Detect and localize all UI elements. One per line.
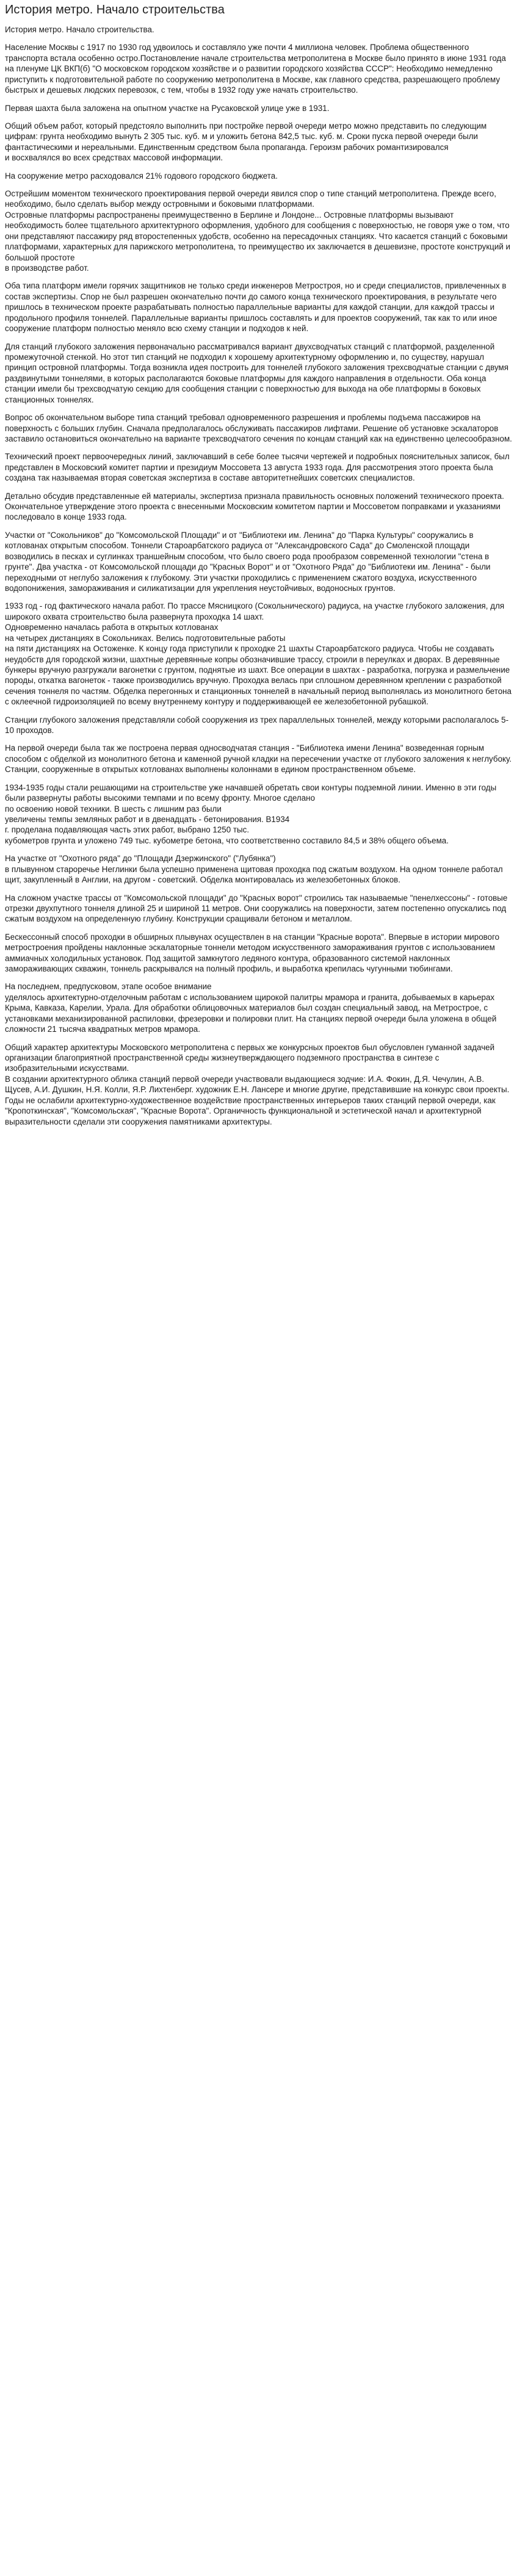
article-paragraph: Население Москвы с 1917 по 1930 год удвоилось и составляло уже почти 4 миллиона человек. Проблема общественного транспорта встала особенно остро.Постановление начале строительства метрополитена в Москве было принято в июне 1931 года на пленуме ЦК ВКП(б) "О московском городском хозяйстве и о развитии городского хозяйства СССР": Необходимо немедленно приступить к подготовительной работе по сооружению метрополитена в Москве, как главного средства, разрешающего проблему быстрых и дешевых людских перевозок, с тем, чтобы в 1932 году уже начать строительство.: [5, 43, 506, 95]
article-paragraph: Станции глубокого заложения представляли собой сооружения из трех параллельных тоннелей, между которыми располагалось 5-10 проходов.: [5, 715, 509, 735]
article-paragraph: На последнем, предпусковом, этапе особое внимание уделялось архитектурно-отделочным работам с использованием щирокой палитры мрамора и гранита, добываемых в карьерах Крыма, Кавказа, Карелии, Урала. Для обработки облицовочных материалов был создан специальный завод, на Метрострое, с установками механизированной распиловки, фрезеровки и полировки плит. На станциях первой очереди была уложена в общей сложности 21 тысяча квадратных метров мрамора.: [5, 982, 497, 1034]
article-paragraph: 1934-1935 годы стали решающими на строительстве уже начавшей обретать свои контуры подземной линии. Именно в эти годы были развернуты работы высокими темпами и по всему фронту. Многое сделано по освоению новой техники. В шесть с лишним раз были увеличены темпы земляных работ и в двенадцать - бетонирования. В1934 г. проделана подавляющая часть этих работ, выбрано 1250 тыс. кубометров грунта и уложено 749 тыс. кубометре бетона, что соответственно составило 84,5 и 38% общего объема.: [5, 782, 497, 845]
article-paragraph: 1933 год - год фактического начала работ. По трассе Мясницкого (Сокольнического) радиуса, на участке глубокого заложения, для широкого охвата строительство была развернута проходка 14 шахт. Одновременно началась работа в открытых котлованах на четырех дистанциях в Сокольниках. Велись подготовительные работы на пяти дистанциях на Остоженке. К концу года приступили к проходке 21 шахты Староарбатского радиуса. Чтобы не создавать неудобств для городской жизни, шахтные деревянные копры обозначившие трассу, строили в переулках и дворах. В деревянные бункеры вручную разгружали вагонетки с грунтом, поднятые из шахт. Все операции в шахтах - разработка, погрузка и размельчение породы, откатка вагонеток - также производились вручную. Проходка велась при сплошном деревянном креплении с разработкой сечения тоннеля по частям. Обделка перегонных и станционных тоннелей в начальный период выполнялась из монолитного бетона с оклеечной гидроизоляцией по всему внутреннему контуру и поддерживающей ее железобетонной рубашкой.: [5, 601, 512, 707]
article-paragraph: Общий характер архитектуры Московского метрополитена с первых же конкурсных проектов был обусловлен гуманной задачей организации благоприятной пространственной среды жизнеутверждающего подземного пространства в синтезе с изобразительными искусствами. В создании архитектурного облика станций первой очереди участвовали выдающиеся зодчие: И.А. Фокин, Д.Я. Чечулин, А.В. Щусев, А.И. Душкин, Н.Я. Колли, Я.Р. Лихтенберг. художник Е.Н. Лансере и многие другие, представившие на конкурс свои проекты. Годы не ослабили архитектурно-художественное воздействие пространственных интерьеров таких станций первой очереди, как "Кропоткинская", "Комсомольская", "Красные Ворота". Органичность функциональной и эстетической начал и архитектурной выразительности сделали эти сооружения памятниками архитектуры.: [5, 1042, 510, 1126]
article-paragraph: Оба типа платформ имели горячих защитников не только среди инженеров Метростроя, но и среди специалистов, привлеченных в состав экспертизы. Спор не был разрешен окончательно почти до самого конца технического проектирования, в результате чего пришлось в техническом проекте разрабатывать полностью параллельные варианты для каждой станции, для каждой трассы и продольного профиля тоннелей. Параллельные варианты пришлось составлять и для проектов сооружений, так как то или иное сооружение платформ полностью меняло всю схему станции и подходов к ней.: [5, 281, 507, 334]
article-paragraph: На первой очереди была так же построена первая односводчатая станция - "Библиотека имени Ленина" возведенная горным способом с обделкой из монолитного бетона и каменной ручной кладки на пересечении участке от глубокого заложения к неглубоку. Станции, сооруженные в открытых котлованах выполнены колоннами в едином пространственном объеме.: [5, 743, 512, 775]
article-paragraph: Детально обсудив представленные ей материалы, экспертиза признала правильность основных положений технического проекта. Окончательное утверждение этого проекта с внесенными Московским комитетом партии и Моссоветом поправками и указаниями последовало в конце 1933 года.: [5, 491, 504, 522]
article-paragraph: Бескессонный способ проходки в обширных плывунах осуществлен в на станции "Красные ворота". Впервые в истории мирового метростроения пройдены наклонные эскалаторные тоннели методом искусственного замораживания грунтов с использованием аммиачных холодильных установок. Под защитой замкнутого ледяного контура, образованного системой наклонных замораживающих скважин, тоннель раскрывался на полный профиль, и выработка крепилась чугунными тюбингами.: [5, 932, 500, 974]
article-paragraph: На сложном участке трассы от "Комсомольской площади" до "Красных ворот" строились так называемые "пенелхессоны" - готовые отрезки двухпутного тоннеля длиной 25 и шириной 11 метров. Они сооружались на поверхности, затем постепенно опускались под сжатым воздухом на определенную глубину. Конструкции сращивали бетоном и металлом.: [5, 893, 508, 924]
article-paragraph: Участки от "Сокольников" до "Комсомольской Площади" и от "Библиотеки им. Ленина" до "Парка Культуры" сооружались в котлованах открытым способом. Тоннели Староарбатского радиуса от "Александровского Сада" до Смоленской площади возводились в песках и суглинках траншейным способом, что было своего рода прообразом современной технологии "стена в грунте". Два участка - от Комсомольской площади до "Красных Ворот" и от "Охотного Ряда" до "Библиотеки им. Ленина" - были переходными от неглубо заложения к глубокому. Эти участки проходились с применением сжатого воздуха, искусственного водопонижения, замораживания и силикатизации для укрепления неустойчивых, водоносных грунтов.: [5, 530, 491, 593]
article-paragraph: Вопрос об окончательном выборе типа станций требовал одновременного разрешения и проблемы подъема пассажиров на поверхность с больших глубин. Сначала предполагалось обслуживать пассажиров лифтами. Решение об установке эскалаторов заставило остановиться окончательно на варианте трехсводчатого сечения по концам станций как на единственно целесообразном.: [5, 413, 512, 443]
article-paragraph: История метро. Начало строительства.: [5, 25, 154, 34]
article-paragraph: Для станций глубокого заложения первоначально рассматривался вариант двухсводчатых станций с платформой, разделенной промежуточной стенкой. Но этот тип станций не подходил к хорошему архитектурному оформлению и, по существу, нарушал принцип островной платформы. Тогда возникла идея построить для тоннелей глубокого заложения трехсводчатые станции с двумя раздвинутыми тоннелями, в которых располагаются боковые платформы для каждого направления в отдельности. Оба конца станции имели бы трехсводчатую секцию для сообщения станции с поверхностью для выхода на обе платформы в боковых станционных тоннелях.: [5, 342, 508, 404]
article-paragraph: Острейшим моментом технического проектирования первой очереди явился спор о типе станций метрополитена. Прежде всего, необходимо, было сделать выбор между островными и боковыми платформами. Островные платформы распространены преимущественно в Берлине и Лондоне... Островные платформы вызывают необходимость более тщательного архитектурного оформления, удобного для сообщения с поверхностью, не говоря уже о том, что они представляют пассажиру ряд второстепенных удобств, особенно на пересадочных станциях. Что касается станций с боковыми платформами, характерных для парижского метрополитена, то преимущество их заключается в дешевизне, простоте конструкций и большой простоте в производстве работ.: [5, 189, 511, 273]
article-paragraph: Первая шахта была заложена на опытном участке на Русаковской улице уже в 1931.: [5, 103, 330, 113]
article-paragraph: На участке от "Охотного ряда" до "Площади Дзержинского" ("Лубянка") в плывунном староречье Неглинки была успешно применена щитовая проходка под сжатым воздухом. На одном тоннеле работал щит, закупленный в Англии, на другом - советский. Обделка монтировалась из железобетонных блоков.: [5, 854, 503, 885]
article-paragraph: Общий объем работ, который предстояло выполнить при постройке первой очереди метро можно представить по следующим цифрам: грунта необходимо вынуть 2 305 тыс. куб. м и уложить бетона 842,5 тыс. куб. м. Сроки пуска первой очереди были фантастическими и нереальными. Единственным средством была пропаганда. Героизм рабочих романтизировался и восхвалялся во всех средствах массовой информации.: [5, 121, 487, 163]
article-body: [5, 24, 512, 1127]
page-title: История метро. Начало строительства: [5, 3, 225, 16]
article-paragraph: На сооружение метро расходовался 21% годового городского бюджета.: [5, 171, 278, 181]
article-paragraph: Технический проект первоочередных линий, заключавший в себе более тысячи чертежей и подробных пояснительных записок, был представлен в Московский комитет партии и президиум Моссовета 13 августа 1933 года. Для рассмотрения этого проекта была создана так называемая вторая советская экспертиза в составе авторитетнейших советских специалистов.: [5, 452, 510, 483]
document-page: [0, 0, 517, 1127]
